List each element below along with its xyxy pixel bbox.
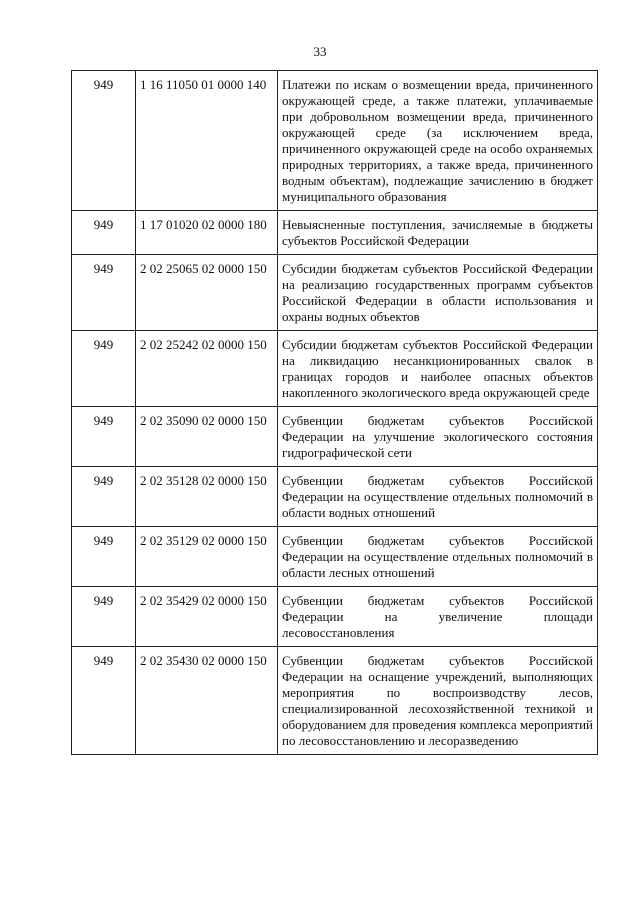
revenue-description-cell: Субвенции бюджетам субъектов Российской Федерации на улучшение экологического состояния гидрографической сети — [278, 407, 598, 467]
table-row — [72, 211, 598, 255]
budget-classification-code-cell: 2 02 35128 02 0000 150 — [136, 467, 278, 527]
table-row — [72, 647, 598, 755]
table-row — [72, 467, 598, 527]
revenue-description-cell: Субвенции бюджетам субъектов Российской Федерации на оснащение учреждений, выполняющих мероприятия по воспроизводству лесов, специализированной лесохозяйственной техникой и оборудованием для проведения комплекса мероприятий по лесовосстановлению и лесоразведению — [278, 647, 598, 755]
revenue-description-cell: Субвенции бюджетам субъектов Российской Федерации на осуществление отдельных полномочий в области водных отношений — [278, 467, 598, 527]
revenue-description-cell: Невыясненные поступления, зачисляемые в бюджеты субъектов Российской Федерации — [278, 211, 598, 255]
table-row — [72, 587, 598, 647]
table-row — [72, 331, 598, 407]
revenue-description-cell: Субсидии бюджетам субъектов Российской Федерации на ликвидацию несанкционированных свалок в границах городов и наиболее опасных объектов накопленного экологического вреда окружающей среде — [278, 331, 598, 407]
page-number: 33 — [313, 44, 327, 59]
admin-code-cell: 949 — [72, 255, 136, 331]
table-row — [72, 71, 598, 211]
admin-code-cell: 949 — [72, 587, 136, 647]
budget-classification-code-cell: 1 16 11050 01 0000 140 — [136, 71, 278, 211]
revenue-description-cell: Субсидии бюджетам субъектов Российской Федерации на реализацию государственных программ субъектов Российской Федерации в области использования и охраны водных объектов — [278, 255, 598, 331]
budget-classification-code-cell: 2 02 35429 02 0000 150 — [136, 587, 278, 647]
admin-code-cell: 949 — [72, 407, 136, 467]
budget-classification-code-cell: 2 02 25065 02 0000 150 — [136, 255, 278, 331]
admin-code-cell: 949 — [72, 71, 136, 211]
table-row — [72, 527, 598, 587]
budget-classification-code-cell: 1 17 01020 02 0000 180 — [136, 211, 278, 255]
budget-classification-code-cell: 2 02 25242 02 0000 150 — [136, 331, 278, 407]
table-row — [72, 255, 598, 331]
revenue-description-cell: Субвенции бюджетам субъектов Российской Федерации на осуществление отдельных полномочий в области лесных отношений — [278, 527, 598, 587]
budget-classification-code-cell: 2 02 35129 02 0000 150 — [136, 527, 278, 587]
admin-code-cell: 949 — [72, 467, 136, 527]
admin-code-cell: 949 — [72, 211, 136, 255]
admin-code-cell: 949 — [72, 331, 136, 407]
admin-code-cell: 949 — [72, 647, 136, 755]
revenue-description-cell: Платежи по искам о возмещении вреда, причиненного окружающей среде, а также платежи, уплачиваемые при добровольном возмещении вреда, причиненного окружающей среде (за исключением вреда, причиненного окружающей среде на особо охраняемых природных территориях, а также вреда, причиненного водным объектам), подлежащие зачислению в бюджет муниципального образования — [278, 71, 598, 211]
budget-revenue-table — [71, 70, 598, 755]
admin-code-cell: 949 — [72, 527, 136, 587]
budget-classification-code-cell: 2 02 35090 02 0000 150 — [136, 407, 278, 467]
budget-classification-code-cell: 2 02 35430 02 0000 150 — [136, 647, 278, 755]
table-body — [72, 71, 598, 755]
revenue-description-cell: Субвенции бюджетам субъектов Российской Федерации на увеличение площади лесовосстановления — [278, 587, 598, 647]
table-row — [72, 407, 598, 467]
